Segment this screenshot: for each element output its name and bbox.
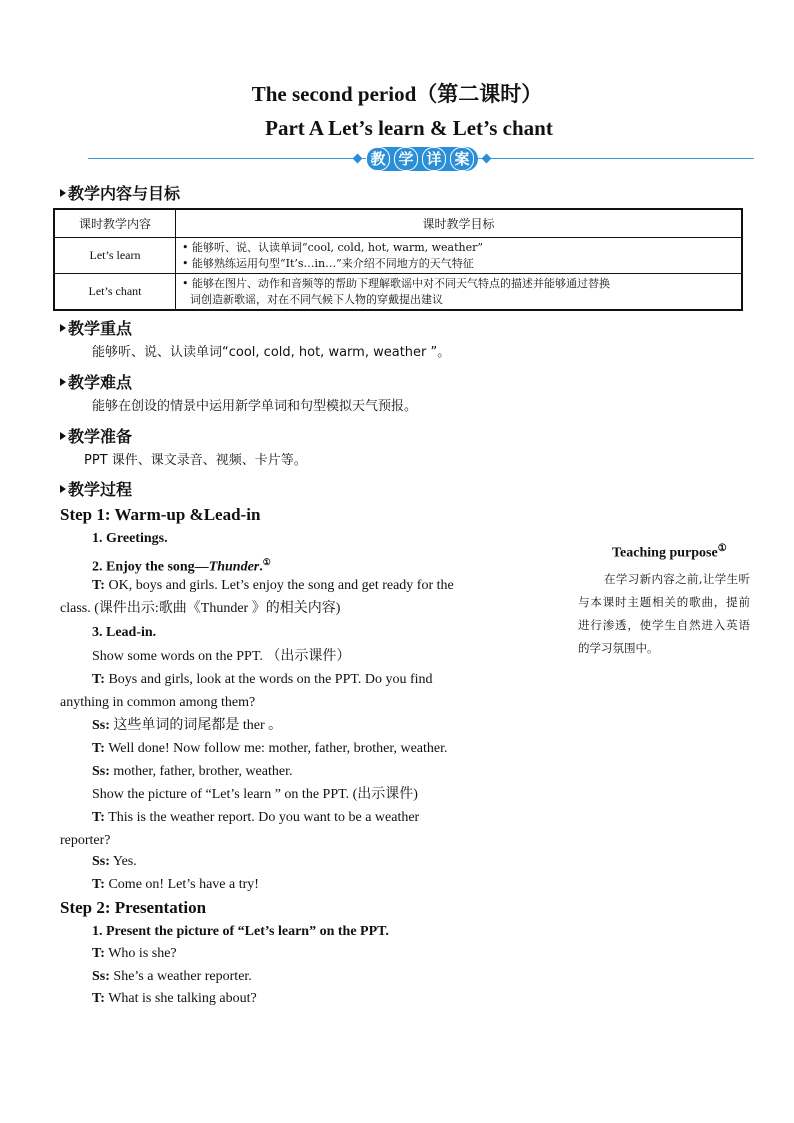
- step1-leadin: 3. Lead-in.: [92, 625, 157, 640]
- triangle-bullet-icon: [60, 378, 66, 386]
- triangle-bullet-icon: [60, 189, 66, 197]
- goal-line: • 能够熟练运用句型“It’s…in…”来介绍不同地方的天气特征: [182, 256, 474, 270]
- dialogue-line: Ss: mother, father, brother, weather.: [92, 764, 293, 779]
- step1-title: Step 1: Warm-up &Lead-in: [60, 505, 261, 524]
- triangle-bullet-icon: [60, 324, 66, 332]
- table-header-row: [54, 209, 742, 238]
- objectives-table: [53, 208, 743, 311]
- teaching-purpose-text: 在学习新内容之前,让学生听与本课时主题相关的歌曲，提前进行渗透，使学生自然进入英语的学习氛围中。: [578, 572, 750, 655]
- song-title: Thunder: [208, 559, 260, 575]
- triangle-bullet-icon: [60, 432, 66, 440]
- dialogue-line: Ss: Yes.: [92, 854, 137, 869]
- preparation-text: PPT 课件、课文录音、视频、卡片等。: [84, 453, 307, 468]
- page-subtitle: Part A Let’s learn & Let’s chant: [265, 116, 553, 140]
- step2-title: Step 2: Presentation: [60, 898, 207, 917]
- page-title: The second period（第二课时）: [251, 82, 543, 106]
- footnote-marker: ①: [262, 557, 271, 567]
- triangle-bullet-icon: [60, 485, 66, 493]
- instruction-line: Show some words on the PPT. （出示课件）: [92, 649, 351, 664]
- dialogue-line: T: OK, boys and girls. Let’s enjoy the song and get ready for the: [92, 578, 454, 593]
- section-heading-content-goals: 教学内容与目标: [60, 181, 180, 204]
- teaching-purpose-title: Teaching purpose①: [612, 543, 727, 561]
- dialogue-line: T: Boys and girls, look at the words on the PPT. Do you find: [92, 672, 433, 687]
- section-heading-preparation: 教学准备: [60, 424, 132, 447]
- dialogue-line: T: What is she talking about?: [92, 991, 257, 1006]
- dialogue-line: T: Come on! Let’s have a try!: [92, 877, 259, 892]
- dialogue-line: Ss: 这些单词的词尾都是 ther 。: [92, 718, 283, 733]
- banner-char-1: 教: [366, 147, 390, 171]
- instruction-line: Show the picture of “Let’s learn ” on the PPT. (出示课件): [92, 787, 418, 802]
- dialogue-line-cont: reporter?: [60, 833, 111, 848]
- dialogue-line-cont: anything in common among them?: [60, 695, 256, 710]
- table-cell-content: Let’s chant: [54, 274, 176, 311]
- dialogue-line: T: Well done! Now follow me: mother, father, brother, weather.: [92, 741, 448, 756]
- dialogue-line: T: This is the weather report. Do you want to be a weather: [92, 810, 420, 825]
- section-heading-difficulties: 教学难点: [60, 370, 132, 393]
- table-header-content: 课时教学内容: [54, 209, 176, 238]
- table-row: [54, 238, 742, 274]
- banner-right-diamond: [482, 154, 492, 164]
- step1-greetings: 1. Greetings.: [92, 531, 168, 546]
- banner-char-2: 学: [394, 147, 418, 171]
- banner-left-diamond: [353, 154, 363, 164]
- banner-char-4: 案: [450, 147, 474, 171]
- table-cell-goals: [176, 274, 743, 311]
- step1-enjoy-song: 2. Enjoy the song—Thunder.①: [92, 557, 271, 575]
- section-heading-process: 教学过程: [60, 477, 132, 500]
- goal-line: 词创造新歌谣，对在不同气候下人物的穿戴提出建议: [190, 292, 443, 306]
- table-cell-content: Let’s learn: [54, 238, 176, 274]
- footnote-marker: ①: [717, 543, 727, 554]
- step2-item1: 1. Present the picture of “Let’s learn” on the PPT.: [92, 924, 389, 939]
- banner-char-3: 详: [422, 147, 446, 171]
- dialogue-line-cont: class. (课件出示:歌曲《Thunder 》的相关内容): [60, 601, 341, 616]
- dialogue-line: T: Who is she?: [92, 946, 177, 961]
- goal-line: • 能够在图片、动作和音频等的帮助下理解歌谣中对不同天气特点的描述并能够通过替换: [182, 276, 610, 290]
- section-banner: [352, 146, 492, 172]
- section-heading-key-points: 教学重点: [60, 316, 132, 339]
- dialogue-line: Ss: She’s a weather reporter.: [92, 969, 252, 984]
- goal-line: • 能够听、说、认读单词“cool, cold, hot, warm, weather”: [182, 240, 484, 254]
- table-cell-goals: [176, 238, 743, 274]
- difficulties-text: 能够在创设的情景中运用新学单词和句型模拟天气预报。: [92, 399, 418, 414]
- table-row: [54, 274, 742, 311]
- table-header-goals: 课时教学目标: [176, 209, 743, 238]
- key-points-text: 能够听、说、认读单词“cool, cold, hot, warm, weather ”。: [92, 345, 451, 360]
